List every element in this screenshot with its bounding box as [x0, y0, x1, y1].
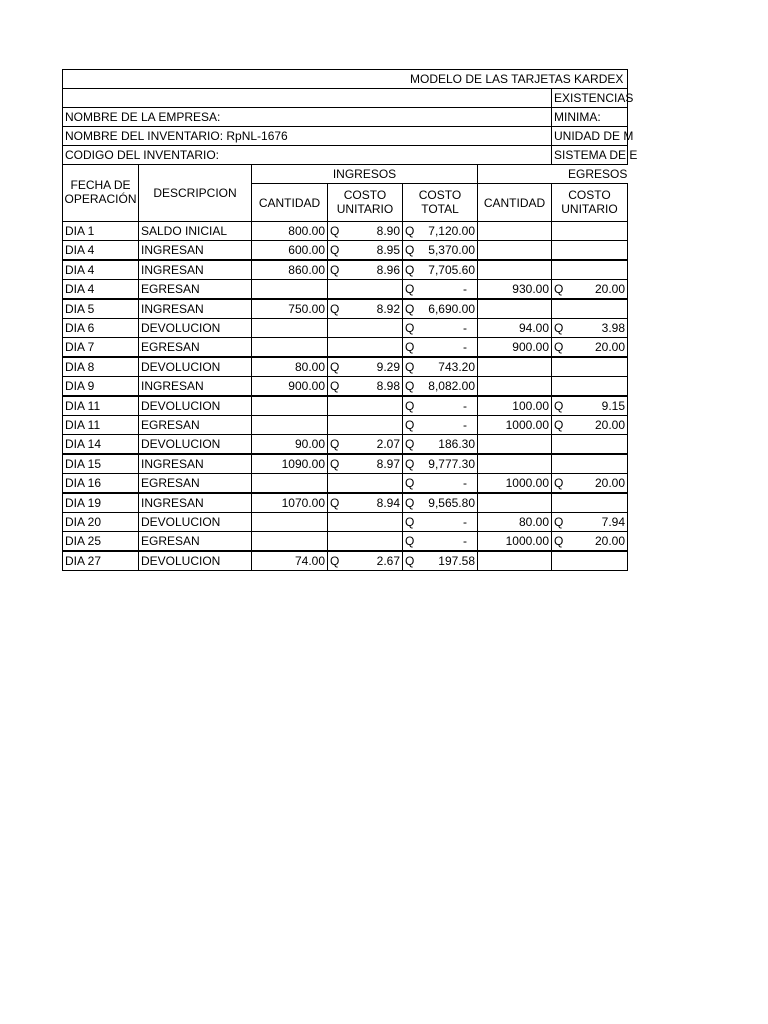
- cell-value: 8.95: [376, 243, 400, 257]
- minima-label: MINIMA:: [551, 107, 628, 127]
- costo-unitario-in-cell: [327, 260, 403, 280]
- cantidad-out-cell: 94.00: [477, 318, 552, 338]
- costo-unitario-in-cell: [327, 299, 403, 319]
- cantidad-in-cell: 900.00: [251, 376, 328, 396]
- costo-unitario-out-cell: [551, 357, 628, 377]
- cantidad-out-cell: 100.00: [477, 396, 552, 416]
- currency-symbol: Q: [405, 321, 415, 335]
- costo-total-in-cell: [402, 473, 478, 493]
- currency-symbol: Q: [405, 379, 415, 393]
- currency-symbol: Q: [405, 224, 415, 238]
- currency-symbol: Q: [405, 243, 415, 257]
- cantidad-in-cell: 860.00: [251, 260, 328, 280]
- cantidad-in-cell: [251, 337, 328, 357]
- costo-unitario-in-cell: [327, 357, 403, 377]
- descripcion-cell: SALDO INICIAL: [138, 221, 252, 241]
- fecha-cell: DIA 27: [62, 551, 139, 571]
- fecha-cell: DIA 4: [62, 240, 139, 260]
- cantidad-in-cell: 90.00: [251, 434, 328, 454]
- cantidad-in-cell: [251, 473, 328, 493]
- currency-symbol: Q: [405, 263, 415, 277]
- costo-total-in-cell: [402, 512, 478, 532]
- cantidad-in-cell: 1090.00: [251, 454, 328, 474]
- cell-value: 8,082.00: [428, 379, 475, 393]
- currency-symbol: Q: [330, 263, 340, 277]
- cantidad-in-cell: [251, 512, 328, 532]
- cell-value: 9,565.80: [428, 496, 475, 510]
- unidad-label: UNIDAD DE M: [551, 126, 628, 146]
- costo-unitario-in-cell: [327, 415, 403, 435]
- cu-in-line1: COSTO: [343, 187, 387, 202]
- cell-value: 8.96: [376, 263, 400, 277]
- cantidad-in-cell: [251, 415, 328, 435]
- currency-symbol: Q: [405, 418, 415, 432]
- cell-value: 20.00: [594, 476, 625, 490]
- descripcion-cell: INGRESAN: [138, 240, 252, 260]
- cell-value: 2.07: [376, 437, 400, 451]
- cell-value: -: [463, 282, 467, 296]
- fecha-cell: DIA 11: [62, 415, 139, 435]
- costo-unitario-out-cell: [551, 493, 628, 513]
- cantidad-out-cell: [477, 240, 552, 260]
- fecha-header-line1: FECHA DE: [70, 178, 131, 193]
- cell-value: 9.29: [376, 360, 400, 374]
- currency-symbol: Q: [554, 321, 564, 335]
- cell-value: -: [463, 321, 467, 335]
- descripcion-cell: INGRESAN: [138, 260, 252, 280]
- currency-symbol: Q: [554, 282, 564, 296]
- costo-unitario-in-cell: [327, 512, 403, 532]
- cell-value: -: [463, 340, 467, 354]
- descripcion-cell: INGRESAN: [138, 454, 252, 474]
- cell-value: 7.94: [601, 515, 625, 529]
- costo-unitario-out-header: [551, 183, 628, 222]
- cell-value: 197.58: [438, 554, 475, 568]
- descripcion-cell: DEVOLUCION: [138, 512, 252, 532]
- currency-symbol: Q: [330, 379, 340, 393]
- cantidad-out-cell: 900.00: [477, 337, 552, 357]
- cantidad-out-cell: [477, 493, 552, 513]
- cantidad-in-cell: [251, 318, 328, 338]
- fecha-cell: DIA 20: [62, 512, 139, 532]
- costo-unitario-out-cell: [551, 260, 628, 280]
- currency-symbol: Q: [405, 476, 415, 490]
- cantidad-in-header: CANTIDAD: [251, 183, 328, 222]
- currency-symbol: Q: [330, 302, 340, 316]
- fecha-header: [62, 164, 139, 222]
- cantidad-out-cell: 930.00: [477, 279, 552, 299]
- costo-total-in-cell: [402, 493, 478, 513]
- descripcion-cell: EGRESAN: [138, 337, 252, 357]
- costo-unitario-in-cell: [327, 531, 403, 551]
- currency-symbol: Q: [405, 302, 415, 316]
- egresos-header-text: EGRESOS: [568, 167, 628, 181]
- descripcion-cell: EGRESAN: [138, 531, 252, 551]
- cu-in-line2: UNITARIO: [336, 201, 394, 216]
- cell-value: -: [463, 534, 467, 548]
- costo-unitario-out-cell: [551, 415, 628, 435]
- costo-unitario-in-cell: [327, 337, 403, 357]
- cantidad-out-cell: [477, 434, 552, 454]
- empresa-label: NOMBRE DE LA EMPRESA:: [62, 107, 552, 127]
- cantidad-out-cell: 80.00: [477, 512, 552, 532]
- costo-total-in-cell: [402, 357, 478, 377]
- cell-value: 9.15: [601, 399, 625, 413]
- currency-symbol: Q: [554, 399, 564, 413]
- cell-value: 7,705.60: [428, 263, 475, 277]
- inventario-label: NOMBRE DEL INVENTARIO: RpNL-1676: [62, 126, 552, 146]
- cell-value: 5,370.00: [428, 243, 475, 257]
- costo-unitario-out-cell: [551, 376, 628, 396]
- costo-total-in-cell: [402, 376, 478, 396]
- currency-symbol: Q: [405, 437, 415, 451]
- egresos-header: [477, 164, 628, 184]
- cell-value: 3.98: [601, 321, 625, 335]
- costo-unitario-out-cell: [551, 337, 628, 357]
- fecha-cell: DIA 5: [62, 299, 139, 319]
- costo-unitario-out-cell: [551, 318, 628, 338]
- costo-unitario-out-cell: [551, 279, 628, 299]
- cantidad-in-cell: 80.00: [251, 357, 328, 377]
- cell-value: 7,120.00: [428, 224, 475, 238]
- costo-total-in-cell: [402, 318, 478, 338]
- cell-value: -: [463, 418, 467, 432]
- descripcion-cell: DEVOLUCION: [138, 357, 252, 377]
- title-row: [62, 69, 628, 89]
- cu-out-line2: UNITARIO: [561, 201, 618, 216]
- descripcion-cell: INGRESAN: [138, 376, 252, 396]
- fecha-header-line2: OPERACIÓN: [64, 192, 137, 206]
- cu-out-line1: COSTO: [568, 187, 611, 202]
- costo-total-in-cell: [402, 551, 478, 571]
- descripcion-cell: INGRESAN: [138, 493, 252, 513]
- costo-unitario-out-cell: [551, 434, 628, 454]
- currency-symbol: Q: [405, 360, 415, 374]
- cantidad-in-cell: [251, 279, 328, 299]
- cell-value: 8.98: [376, 379, 400, 393]
- currency-symbol: Q: [330, 224, 340, 238]
- kardex-title: MODELO DE LAS TARJETAS KARDEX: [410, 72, 624, 86]
- descripcion-cell: DEVOLUCION: [138, 551, 252, 571]
- costo-total-in-cell: [402, 221, 478, 241]
- cantidad-out-header: CANTIDAD: [477, 183, 552, 222]
- costo-unitario-in-cell: [327, 221, 403, 241]
- descripcion-cell: EGRESAN: [138, 473, 252, 493]
- cantidad-in-cell: [251, 531, 328, 551]
- costo-unitario-in-cell: [327, 240, 403, 260]
- costo-unitario-in-cell: [327, 376, 403, 396]
- cell-value: 20.00: [594, 418, 625, 432]
- fecha-cell: DIA 4: [62, 260, 139, 280]
- costo-total-in-cell: [402, 337, 478, 357]
- costo-unitario-in-cell: [327, 434, 403, 454]
- descripcion-header: DESCRIPCION: [138, 164, 252, 222]
- cell-value: 8.92: [376, 302, 400, 316]
- cell-value: 6,690.00: [428, 302, 475, 316]
- cantidad-out-cell: [477, 357, 552, 377]
- ct-in-line1: COSTO: [418, 187, 462, 202]
- cell-value: 20.00: [594, 282, 625, 296]
- currency-symbol: Q: [554, 476, 564, 490]
- descripcion-cell: INGRESAN: [138, 299, 252, 319]
- costo-unitario-out-cell: [551, 396, 628, 416]
- costo-total-in-cell: [402, 299, 478, 319]
- costo-total-in-cell: [402, 531, 478, 551]
- cantidad-out-cell: [477, 454, 552, 474]
- currency-symbol: Q: [554, 418, 564, 432]
- fecha-cell: DIA 9: [62, 376, 139, 396]
- blank-header-cell: [62, 88, 552, 108]
- descripcion-cell: EGRESAN: [138, 279, 252, 299]
- fecha-cell: DIA 15: [62, 454, 139, 474]
- ingresos-header: INGRESOS: [251, 164, 478, 184]
- currency-symbol: Q: [405, 534, 415, 548]
- currency-symbol: Q: [330, 554, 340, 568]
- cell-value: -: [463, 399, 467, 413]
- cantidad-in-cell: 1070.00: [251, 493, 328, 513]
- cell-value: 8.90: [376, 224, 400, 238]
- currency-symbol: Q: [554, 534, 564, 548]
- costo-total-in-cell: [402, 279, 478, 299]
- fecha-cell: DIA 4: [62, 279, 139, 299]
- currency-symbol: Q: [330, 457, 340, 471]
- cantidad-in-cell: 800.00: [251, 221, 328, 241]
- cell-value: 743.20: [438, 360, 475, 374]
- costo-unitario-out-cell: [551, 512, 628, 532]
- fecha-cell: DIA 19: [62, 493, 139, 513]
- costo-total-in-cell: [402, 454, 478, 474]
- costo-total-in-cell: [402, 396, 478, 416]
- currency-symbol: Q: [554, 340, 564, 354]
- fecha-cell: DIA 16: [62, 473, 139, 493]
- cantidad-in-cell: 74.00: [251, 551, 328, 571]
- descripcion-cell: EGRESAN: [138, 415, 252, 435]
- costo-total-in-cell: [402, 415, 478, 435]
- cell-value: -: [463, 476, 467, 490]
- cell-value: 20.00: [594, 340, 625, 354]
- costo-unitario-out-cell: [551, 240, 628, 260]
- costo-unitario-out-cell: [551, 454, 628, 474]
- fecha-cell: DIA 7: [62, 337, 139, 357]
- cell-value: 8.97: [376, 457, 400, 471]
- codigo-label: CODIGO DEL INVENTARIO:: [62, 145, 552, 165]
- costo-unitario-in-cell: [327, 318, 403, 338]
- costo-total-in-cell: [402, 240, 478, 260]
- currency-symbol: Q: [330, 360, 340, 374]
- descripcion-cell: DEVOLUCION: [138, 434, 252, 454]
- ct-in-line2: TOTAL: [421, 201, 459, 216]
- costo-unitario-in-cell: [327, 473, 403, 493]
- costo-unitario-out-cell: [551, 299, 628, 319]
- costo-unitario-in-header: [327, 183, 403, 222]
- currency-symbol: Q: [405, 282, 415, 296]
- currency-symbol: Q: [330, 496, 340, 510]
- existencias-label: EXISTENCIAS: [551, 88, 628, 108]
- costo-unitario-in-cell: [327, 396, 403, 416]
- fecha-cell: DIA 6: [62, 318, 139, 338]
- costo-unitario-in-cell: [327, 551, 403, 571]
- costo-unitario-out-cell: [551, 221, 628, 241]
- fecha-cell: DIA 11: [62, 396, 139, 416]
- costo-unitario-out-cell: [551, 551, 628, 571]
- cantidad-out-cell: [477, 299, 552, 319]
- cell-value: 8.94: [376, 496, 400, 510]
- cantidad-out-cell: 1000.00: [477, 415, 552, 435]
- costo-total-in-cell: [402, 260, 478, 280]
- cell-value: 186.30: [438, 437, 475, 451]
- currency-symbol: Q: [554, 515, 564, 529]
- cell-value: 9,777.30: [428, 457, 475, 471]
- currency-symbol: Q: [405, 554, 415, 568]
- fecha-cell: DIA 1: [62, 221, 139, 241]
- currency-symbol: Q: [330, 243, 340, 257]
- costo-unitario-in-cell: [327, 493, 403, 513]
- costo-unitario-in-cell: [327, 454, 403, 474]
- costo-unitario-in-cell: [327, 279, 403, 299]
- fecha-cell: DIA 25: [62, 531, 139, 551]
- cell-value: 20.00: [594, 534, 625, 548]
- cantidad-in-cell: 600.00: [251, 240, 328, 260]
- fecha-cell: DIA 8: [62, 357, 139, 377]
- cantidad-out-cell: [477, 551, 552, 571]
- cantidad-out-cell: [477, 376, 552, 396]
- cantidad-out-cell: [477, 260, 552, 280]
- descripcion-cell: DEVOLUCION: [138, 396, 252, 416]
- currency-symbol: Q: [405, 496, 415, 510]
- cantidad-in-cell: 750.00: [251, 299, 328, 319]
- cell-value: -: [463, 515, 467, 529]
- cantidad-out-cell: [477, 221, 552, 241]
- costo-unitario-out-cell: [551, 473, 628, 493]
- currency-symbol: Q: [405, 399, 415, 413]
- currency-symbol: Q: [405, 340, 415, 354]
- fecha-cell: DIA 14: [62, 434, 139, 454]
- descripcion-cell: DEVOLUCION: [138, 318, 252, 338]
- costo-total-in-header: [402, 183, 478, 222]
- cantidad-in-cell: [251, 396, 328, 416]
- currency-symbol: Q: [330, 437, 340, 451]
- currency-symbol: Q: [405, 457, 415, 471]
- costo-total-in-cell: [402, 434, 478, 454]
- cell-value: 2.67: [376, 554, 400, 568]
- sistema-label: SISTEMA DE E: [551, 145, 628, 165]
- cantidad-out-cell: 1000.00: [477, 473, 552, 493]
- currency-symbol: Q: [405, 515, 415, 529]
- cantidad-out-cell: 1000.00: [477, 531, 552, 551]
- costo-unitario-out-cell: [551, 531, 628, 551]
